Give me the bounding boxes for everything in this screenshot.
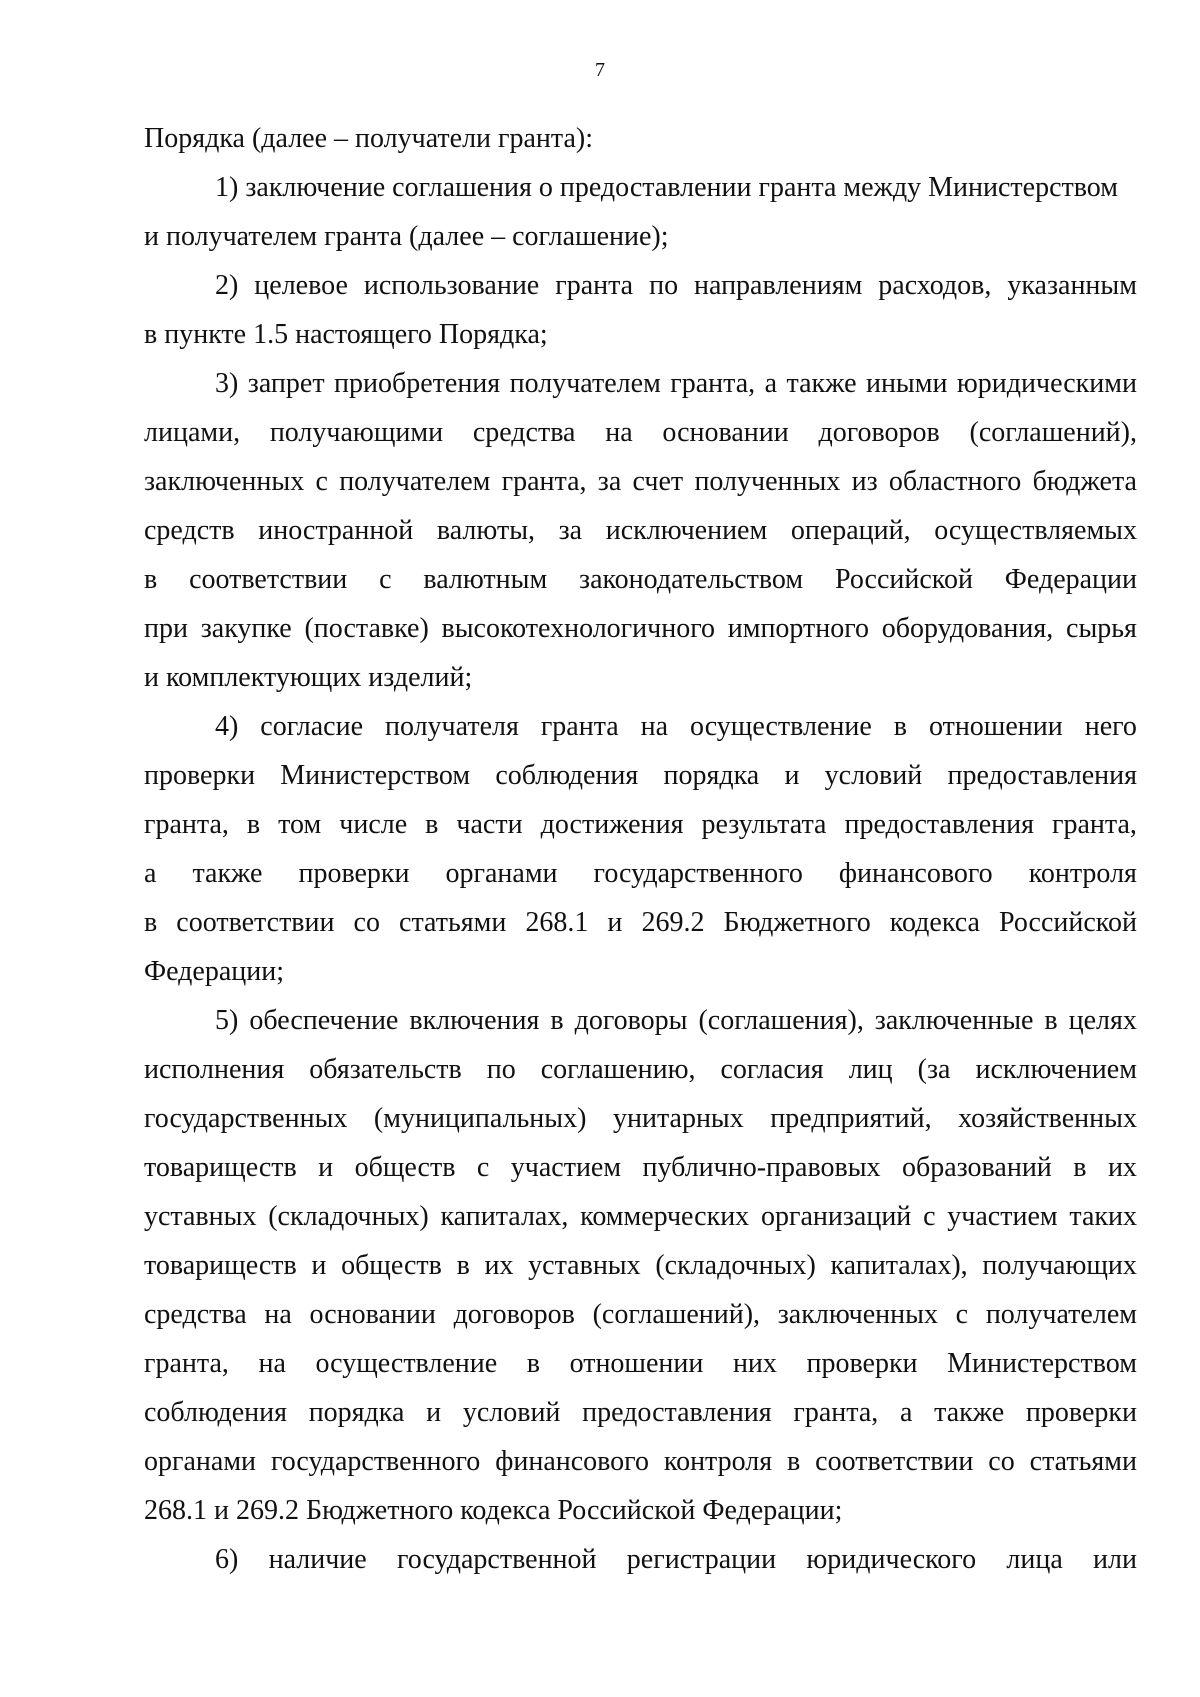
word: гранта, [1052,809,1137,840]
word: валюты, [436,515,536,546]
word: гранта, [144,809,229,840]
word: капиталах, [440,1201,569,1232]
word: средств [144,515,235,546]
word: соблюдения [495,760,639,791]
word: числе [339,809,408,840]
paragraph-item-4 [144,702,1137,996]
word: юридического [806,1544,977,1575]
word: договоров [818,417,940,448]
word: в [144,564,158,595]
word: соответствии [815,1446,974,1477]
word: (муниципальных) [373,1103,587,1134]
word: наличие [268,1544,367,1575]
word: регистрации [626,1544,777,1575]
text-line [144,1339,1137,1388]
word: указанным [1007,270,1137,301]
text-line [144,1143,1137,1192]
text-line [144,800,1137,849]
text-line [144,898,1137,947]
word: организаций [760,1201,912,1232]
word: предприятий, [770,1103,932,1134]
word: исполнения [144,1054,285,1085]
word: обществ [354,1152,456,1183]
word: 3) [215,368,239,399]
word: Министерством [280,760,471,791]
word: 2) [215,270,239,301]
word: лицами, [144,417,241,448]
word: иными [865,368,948,399]
word: Бюджетного [723,907,871,938]
word: проверки [144,760,256,791]
paragraph-item-1 [144,163,1137,261]
word: в [425,809,439,840]
word: в [893,711,907,742]
text-line [144,555,1137,604]
word: в [550,1005,564,1036]
word: а [900,1397,913,1428]
text-line: и получателем гранта (далее – соглашение); [144,221,669,252]
word: заключенных [144,466,305,497]
word: участием [947,1201,1058,1232]
word: государственных [144,1103,348,1134]
word: и [607,907,623,938]
word: предоставления [844,809,1034,840]
word: обеспечение [249,1005,399,1036]
word: с [955,1299,969,1330]
word: государственной [396,1544,597,1575]
text-line [144,163,1137,212]
word: на [258,1348,286,1379]
word: по [649,270,679,301]
word: за [597,466,622,497]
word: статьями [1029,1446,1137,1477]
word: на [640,711,669,742]
word: государственного [593,858,803,889]
word: капиталах), [830,1250,968,1281]
word: высокотехнологичного [441,613,715,644]
word: гранта [555,270,634,301]
word: юридическими [956,368,1137,399]
word: таких [1069,1201,1137,1232]
word: 4) [215,711,239,742]
word: получающих [982,1250,1137,1281]
word: коммерческих [580,1201,750,1232]
text-line [144,457,1137,506]
document-body [144,114,1137,1584]
word: заключенных [777,1299,938,1330]
word: с [476,1152,490,1183]
word: заключенные [874,1005,1034,1036]
word: на [264,1299,292,1330]
word: осуществляемых [934,515,1137,546]
word: или [1093,1544,1137,1575]
word: в [1073,1152,1087,1183]
text-line [144,359,1137,408]
word: также [192,858,263,889]
text-line [144,261,1137,310]
word: публично-правовых [642,1152,881,1183]
paragraph-continuation [144,114,1137,163]
word: уставных [528,1250,641,1281]
word: них [732,1348,777,1379]
word: финансового [838,858,993,889]
word: целевое [254,270,348,301]
word: Российской [998,907,1137,938]
word: проверки [298,858,410,889]
word: соблюдения [144,1397,287,1428]
word: гранта [540,711,619,742]
word: (соглашений), [969,417,1137,448]
word: их [484,1250,514,1281]
word: получателя [384,711,519,742]
word: осуществление [315,1348,498,1379]
word: контроля [1028,858,1137,889]
word: органами [445,858,558,889]
text-line [144,1437,1137,1486]
word: гранта, [144,1348,229,1379]
word: счет [632,466,684,497]
word: операций, [790,515,911,546]
word: уставных [144,1201,257,1232]
word: финансового [495,1446,649,1477]
word: из [851,466,878,497]
word: средства [472,417,576,448]
word: порядка [308,1397,405,1428]
word: условий [824,760,923,791]
text-line: 268.1 и 269.2 Бюджетного кодекса Российской Федерации; [144,1495,843,1526]
word: Российской [834,564,973,595]
word: унитарных [612,1103,744,1134]
word: получающими [269,417,444,448]
word: полученных [694,466,841,497]
word: основании [662,417,789,448]
word: (поставке) [304,613,429,644]
word: иностранной [258,515,414,546]
word: и [784,760,800,791]
word: договоры [574,1005,688,1036]
word: 268.1 [525,907,589,938]
word: оборудования, [881,613,1054,644]
word: Министерством [947,1348,1137,1379]
word: со [353,907,380,938]
text-line [144,1290,1137,1339]
word: гранта, [793,1397,879,1428]
word: гранта, [670,368,756,399]
text-line: в пункте 1.5 настоящего Порядка; [144,319,548,350]
text-line-content: 1) заключение соглашения о предоставлении гранта между Министерством [215,172,1118,203]
text-line [144,751,1137,800]
word: органами [144,1446,257,1477]
word: целях [1068,1005,1137,1036]
word: соответствии [176,907,335,938]
word: направлениям [694,270,863,301]
text-line [144,408,1137,457]
text-line [144,996,1137,1045]
word: на [605,417,633,448]
word: в [456,1250,470,1281]
word: обязательств [309,1054,462,1085]
word: 269.2 [641,907,705,938]
word: а [764,368,778,399]
word: гранта, [501,466,587,497]
text-line [144,506,1137,555]
text-line [144,702,1137,751]
word: в [246,809,261,840]
word: том [278,809,322,840]
word: хозяйственных [958,1103,1137,1134]
word: согласия [720,1054,824,1085]
text-line [144,1045,1137,1094]
word: статьями [399,907,507,938]
word: исключением [605,515,768,546]
word: проверки [1025,1397,1137,1428]
word: товариществ [144,1152,297,1183]
text-line [144,1241,1137,1290]
word: импортного [727,613,870,644]
word: основании [309,1299,436,1330]
word: получателем [985,1299,1137,1330]
word: кодекса [889,907,980,938]
word: лиц [848,1054,893,1085]
word: 5) [215,1005,239,1036]
text-line [144,1192,1137,1241]
word: получателем [339,466,491,497]
word: и [318,1152,334,1183]
text-line [144,1094,1137,1143]
word: (складочных) [268,1201,429,1232]
text-line [144,849,1137,898]
word: а [144,858,157,889]
word: в [144,907,158,938]
word: включения [409,1005,540,1036]
word: отношении [928,711,1063,742]
word: образований [901,1152,1052,1183]
word: и [311,1250,327,1281]
word: (складочных) [655,1250,816,1281]
word: с [923,1201,936,1232]
word: областного [888,466,1022,497]
word: порядка [663,760,760,791]
word: Федерации [1004,564,1137,595]
word: (соглашений), [592,1299,761,1330]
word: предоставления [947,760,1137,791]
paragraph-item-6 [144,1535,1137,1584]
word: за [558,515,583,546]
word: 6) [215,1544,239,1575]
word: него [1084,711,1137,742]
word: валютным [423,564,548,595]
word: договоров [453,1299,575,1330]
word: закупке [200,613,292,644]
word: соглашению, [540,1054,696,1085]
word: предоставления [582,1397,772,1428]
page-number: 7 [595,59,605,81]
word: результата [701,809,827,840]
word: участием [510,1152,622,1183]
word: в [526,1348,541,1379]
word: части [456,809,523,840]
word: использование [363,270,540,301]
word: с [315,466,328,497]
word: соответствии [189,564,348,595]
word: товариществ [144,1250,297,1281]
word: бюджета [1032,466,1137,497]
word: также [786,368,857,399]
word: расходов, [878,270,992,301]
word: по [486,1054,516,1085]
word: их [1107,1152,1137,1183]
word: проверки [806,1348,918,1379]
word: исключением [975,1054,1137,1085]
word: лица [1006,1544,1063,1575]
word: также [934,1397,1005,1428]
word: государственного [270,1446,481,1477]
paragraph-item-5 [144,996,1137,1535]
word: обществ [341,1250,442,1281]
text-line [144,1535,1137,1584]
word: и [426,1397,442,1428]
word: контроля [663,1446,773,1477]
text-line: и комплектующих изделий; [144,662,473,693]
word: со [988,1446,1015,1477]
word: достижения [540,809,684,840]
word: сырья [1066,613,1137,644]
text-line [144,604,1137,653]
word: отношении [569,1348,704,1379]
word: с [379,564,392,595]
text-line: Порядка (далее – получатели гранта): [144,123,594,154]
word: запрет [247,368,325,399]
word: согласие [260,711,364,742]
paragraph-item-2 [144,261,1137,359]
word: (за [917,1054,951,1085]
word: получателем [509,368,661,399]
word: (соглашения), [698,1005,864,1036]
word: в [787,1446,801,1477]
word: законодательством [579,564,804,595]
text-line [144,1388,1137,1437]
word: приобретения [334,368,501,399]
paragraph-item-3 [144,359,1137,702]
word: при [144,613,188,644]
word: средства [144,1299,247,1330]
word: осуществление [690,711,872,742]
word: условий [462,1397,561,1428]
text-line: Федерации; [144,956,285,987]
word: в [1044,1005,1058,1036]
